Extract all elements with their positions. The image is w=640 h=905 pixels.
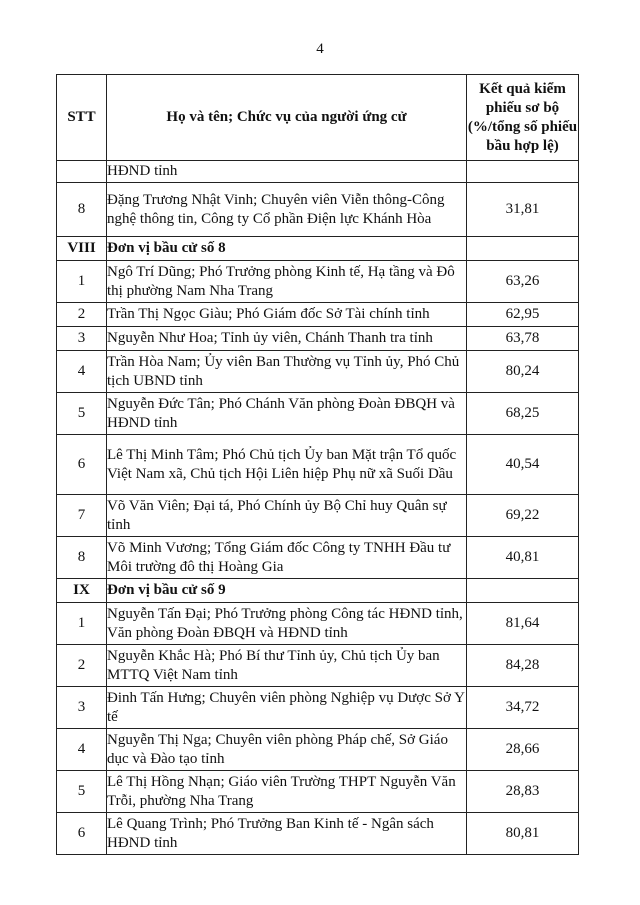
row-result: 68,25 [467, 393, 579, 435]
table-row [57, 687, 579, 729]
table-row [57, 729, 579, 771]
row-name: Ngô Trí Dũng; Phó Trưởng phòng Kinh tế, Hạ tầng và Đô thị phường Nam Nha Trang [107, 261, 467, 303]
row-stt: 2 [57, 303, 107, 327]
row-result: 62,95 [467, 303, 579, 327]
section-row-viii [57, 237, 579, 261]
row-stt: 6 [57, 813, 107, 855]
header-result: Kết quả kiểm phiếu sơ bộ (%/tổng số phiếu bầu hợp lệ) [467, 75, 579, 161]
row-result: 63,78 [467, 327, 579, 351]
table-row [57, 771, 579, 813]
row-name: Trần Thị Ngọc Giàu; Phó Giám đốc Sở Tài chính tỉnh [107, 303, 467, 327]
row-result: 34,72 [467, 687, 579, 729]
row-result: 28,83 [467, 771, 579, 813]
row-name: Lê Thị Hồng Nhạn; Giáo viên Trường THPT Nguyễn Văn Trỗi, phường Nha Trang [107, 771, 467, 813]
section-result [467, 579, 579, 603]
row-name: Đặng Trương Nhật Vinh; Chuyên viên Viễn thông-Công nghệ thông tin, Công ty Cổ phần Điện lực Khánh Hòa [107, 183, 467, 237]
row-name: Nguyễn Đức Tân; Phó Chánh Văn phòng Đoàn ĐBQH và HĐND tỉnh [107, 393, 467, 435]
table-row [57, 603, 579, 645]
row-stt: 1 [57, 603, 107, 645]
page-number: 4 [316, 41, 324, 57]
row-name: Nguyễn Khắc Hà; Phó Bí thư Tỉnh ủy, Chủ tịch Ủy ban MTTQ Việt Nam tỉnh [107, 645, 467, 687]
row-name: Nguyễn Như Hoa; Tỉnh ủy viên, Chánh Thanh tra tỉnh [107, 327, 467, 351]
row-result: 28,66 [467, 729, 579, 771]
table-row [57, 327, 579, 351]
section-stt: IX [57, 579, 107, 603]
row-stt: 7 [57, 495, 107, 537]
row-result: 31,81 [467, 183, 579, 237]
row-result: 40,54 [467, 435, 579, 495]
row-result: 69,22 [467, 495, 579, 537]
continuation-stt [57, 161, 107, 183]
table-row [57, 813, 579, 855]
row-result: 81,64 [467, 603, 579, 645]
row-stt: 6 [57, 435, 107, 495]
continuation-row [57, 161, 579, 183]
row-stt: 4 [57, 351, 107, 393]
row-stt: 4 [57, 729, 107, 771]
section-stt: VIII [57, 237, 107, 261]
table-row [57, 393, 579, 435]
table-row [57, 645, 579, 687]
row-stt: 2 [57, 645, 107, 687]
row-stt: 3 [57, 327, 107, 351]
section-result [467, 237, 579, 261]
row-name: Nguyễn Thị Nga; Chuyên viên phòng Pháp chế, Sở Giáo dục và Đào tạo tỉnh [107, 729, 467, 771]
row-result: 80,81 [467, 813, 579, 855]
row-name: Lê Thị Minh Tâm; Phó Chủ tịch Ủy ban Mặt trận Tổ quốc Việt Nam xã, Chủ tịch Hội Liên hiệp Phụ nữ xã Suối Dầu [107, 435, 467, 495]
table-row [57, 183, 579, 237]
row-name: Nguyễn Tấn Đại; Phó Trưởng phòng Công tác HĐND tỉnh, Văn phòng Đoàn ĐBQH và HĐND tỉnh [107, 603, 467, 645]
row-name: Lê Quang Trình; Phó Trưởng Ban Kinh tế - Ngân sách HĐND tỉnh [107, 813, 467, 855]
row-stt: 1 [57, 261, 107, 303]
election-results-table [56, 74, 579, 855]
row-result: 84,28 [467, 645, 579, 687]
row-result: 80,24 [467, 351, 579, 393]
row-name: Trần Hòa Nam; Ủy viên Ban Thường vụ Tỉnh ủy, Phó Chủ tịch UBND tỉnh [107, 351, 467, 393]
row-stt: 8 [57, 537, 107, 579]
header-stt: STT [57, 75, 107, 161]
section-title: Đơn vị bầu cử số 9 [107, 579, 467, 603]
table-row [57, 495, 579, 537]
row-name: Đinh Tấn Hưng; Chuyên viên phòng Nghiệp vụ Dược Sở Y tế [107, 687, 467, 729]
continuation-result [467, 161, 579, 183]
row-result: 63,26 [467, 261, 579, 303]
section-title: Đơn vị bầu cử số 8 [107, 237, 467, 261]
row-result: 40,81 [467, 537, 579, 579]
header-name: Họ và tên; Chức vụ của người ứng cử [107, 75, 467, 161]
row-name: Võ Văn Viên; Đại tá, Phó Chính ủy Bộ Chỉ huy Quân sự tỉnh [107, 495, 467, 537]
section-row-ix [57, 579, 579, 603]
row-stt: 5 [57, 771, 107, 813]
table-header-row [57, 75, 579, 161]
table-row [57, 303, 579, 327]
table-row [57, 537, 579, 579]
table-row [57, 351, 579, 393]
table-row [57, 435, 579, 495]
row-stt: 3 [57, 687, 107, 729]
table-row [57, 261, 579, 303]
row-stt: 5 [57, 393, 107, 435]
continuation-name: HĐND tỉnh [107, 161, 467, 183]
row-name: Võ Minh Vương; Tổng Giám đốc Công ty TNHH Đầu tư Môi trường đô thị Hoàng Gia [107, 537, 467, 579]
row-stt: 8 [57, 183, 107, 237]
